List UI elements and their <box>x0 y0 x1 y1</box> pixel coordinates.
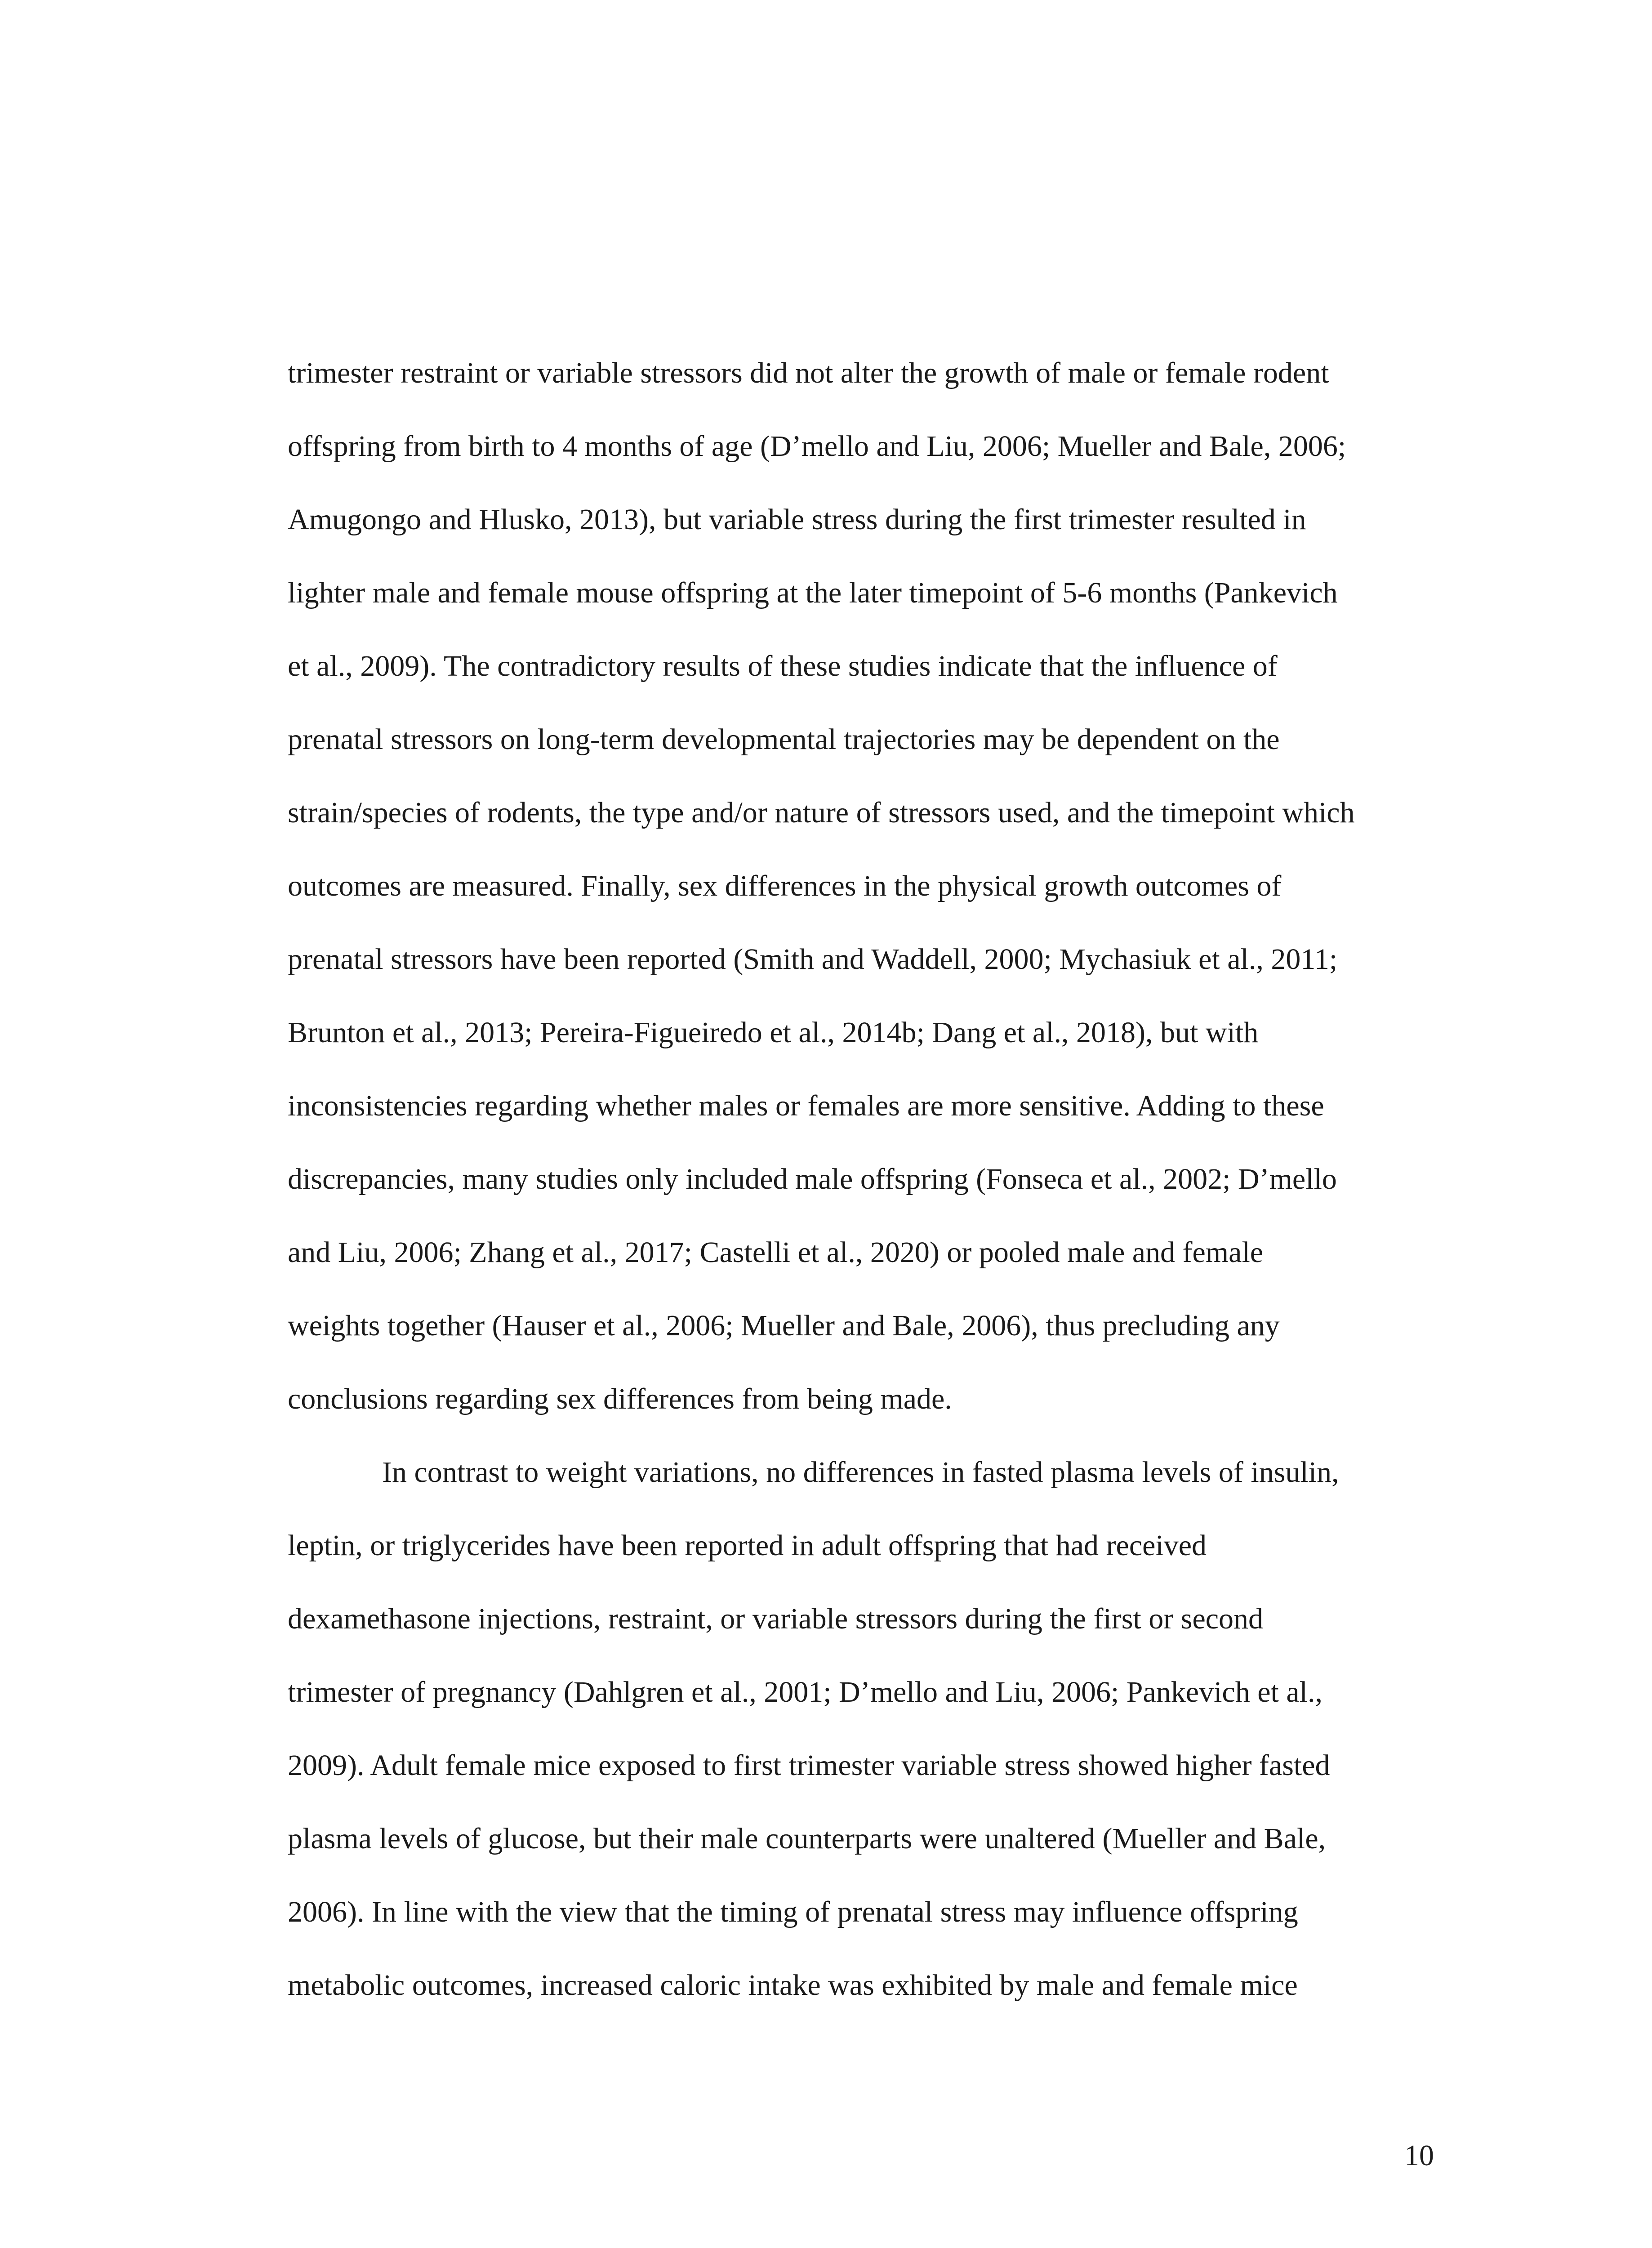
text-line: discrepancies, many studies only included male offspring (Fonseca et al., 2002; D’mello <box>288 1163 1337 1195</box>
text-line: offspring from birth to 4 months of age (D’mello and Liu, 2006; Mueller and Bale, 2006; <box>288 430 1346 463</box>
text-line: et al., 2009). The contradictory results of these studies indicate that the influence of <box>288 650 1278 682</box>
page-number: 10 <box>1404 2139 1434 2172</box>
text-line: conclusions regarding sex differences from being made. <box>288 1383 952 1415</box>
text-line: metabolic outcomes, increased caloric intake was exhibited by male and female mice <box>288 1969 1298 2002</box>
text-line: inconsistencies regarding whether males or females are more sensitive. Adding to these <box>288 1089 1324 1122</box>
paragraph-first-line: In contrast to weight variations, no differences in fasted plasma levels of insulin, <box>382 1456 1339 1489</box>
text-line: dexamethasone injections, restraint, or variable stressors during the first or second <box>288 1602 1264 1635</box>
text-line: trimester restraint or variable stressors did not alter the growth of male or female rodent <box>288 357 1329 389</box>
text-line: trimester of pregnancy (Dahlgren et al., 2001; D’mello and Liu, 2006; Pankevich et al., <box>288 1676 1322 1708</box>
text-line: leptin, or triglycerides have been reported in adult offspring that had received <box>288 1529 1207 1562</box>
text-line: Brunton et al., 2013; Pereira-Figueiredo et al., 2014b; Dang et al., 2018), but with <box>288 1016 1259 1049</box>
text-line: outcomes are measured. Finally, sex differences in the physical growth outcomes of <box>288 870 1282 902</box>
text-line: 2009). Adult female mice exposed to first trimester variable stress showed higher fasted <box>288 1749 1330 1782</box>
text-line: weights together (Hauser et al., 2006; Mueller and Bale, 2006), thus precluding any <box>288 1309 1280 1342</box>
text-line: lighter male and female mouse offspring at the later timepoint of 5-6 months (Pankevich <box>288 576 1338 609</box>
text-line: prenatal stressors have been reported (Smith and Waddell, 2000; Mychasiuk et al., 2011; <box>288 943 1338 976</box>
text-line: strain/species of rodents, the type and/or nature of stressors used, and the timepoint which <box>288 796 1355 829</box>
text-line: Amugongo and Hlusko, 2013), but variable stress during the first trimester resulted in <box>288 503 1306 536</box>
text-line: 2006). In line with the view that the timing of prenatal stress may influence offspring <box>288 1896 1298 1928</box>
text-line: and Liu, 2006; Zhang et al., 2017; Castelli et al., 2020) or pooled male and female <box>288 1236 1264 1269</box>
text-line: prenatal stressors on long-term developmental trajectories may be dependent on the <box>288 723 1280 756</box>
text-line: plasma levels of glucose, but their male counterparts were unaltered (Mueller and Bale, <box>288 1822 1326 1855</box>
